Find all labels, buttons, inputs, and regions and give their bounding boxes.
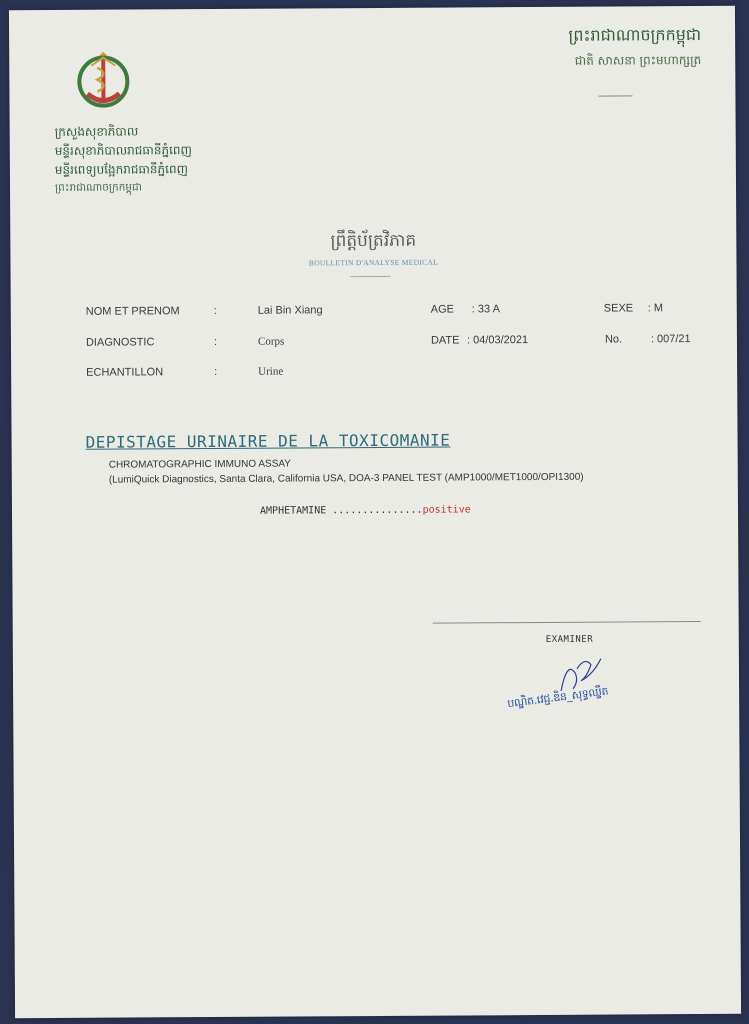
motto-divider — [598, 95, 632, 96]
hospital-name: មន្ទីរពេទ្យបង្អែករាជធានីភ្នំពេញ — [54, 162, 189, 177]
number-separator: : — [650, 333, 655, 346]
date-label: DATE — [430, 334, 460, 347]
signature-line — [433, 621, 701, 624]
age-label: AGE — [430, 303, 455, 316]
result-line — [260, 504, 471, 516]
national-motto: ជាតិ សាសនា ព្រះមហាក្សត្រ — [574, 52, 702, 68]
number-label: No. — [604, 333, 623, 346]
patient-name: Lai Bin Xiang — [257, 304, 323, 317]
test-kit: (LumiQuick Diagnostics, Santa Clara, California USA, DOA-3 PANEL TEST (AMP1000/MET1000/OPI1300) — [108, 471, 584, 486]
name-separator: : — [213, 304, 217, 317]
ministry-emblem-icon — [73, 43, 133, 123]
document-title-khmer: ព្រឹត្តិប័ត្រវិភាគ — [330, 230, 417, 252]
document-page — [9, 6, 741, 1018]
examiner-label: EXAMINER — [545, 634, 594, 645]
result-label: AMPHETAMINE ............... — [259, 504, 423, 517]
title-divider — [351, 276, 391, 277]
department-name: មន្ទីរសុខាភិបាលរាជធានីភ្នំពេញ — [54, 143, 192, 158]
sample-value: Urine — [258, 365, 284, 378]
ministry-subline: ព្រះរាជាណាចក្រកម្ពុជា — [54, 181, 143, 194]
number-value: 007/21 — [656, 333, 691, 346]
sample-label: ECHANTILLON — [86, 366, 164, 379]
document-title-french: BOULLETIN D'ANALYSE MEDICAL — [308, 257, 439, 268]
diagnostic-value: Corps — [257, 335, 285, 348]
diagnostic-separator: : — [213, 335, 218, 348]
ministry-name: ក្រសួងសុខាភិបាល — [54, 124, 139, 139]
result-value: positive — [422, 504, 471, 516]
name-label: NOM ET PRENOM — [85, 305, 180, 318]
kingdom-header: ព្រះរាជាណាចក្រកម្ពុជា — [568, 24, 702, 45]
sex-value: : M — [647, 302, 664, 315]
date-value: : 04/03/2021 — [466, 334, 529, 347]
examiner-name: បណ្ឌិត.វេជ្ជ.ឌិន_សុទ្ធឈ្ឌឹត — [506, 684, 609, 711]
sex-label: SEXE — [603, 302, 634, 315]
test-method: CHROMATOGRAPHIC IMMUNO ASSAY — [108, 458, 291, 471]
age-value: : 33 A — [471, 303, 500, 316]
sample-separator: : — [214, 365, 218, 378]
test-heading: DEPISTAGE URINAIRE DE LA TOXICOMANIE — [85, 430, 451, 452]
diagnostic-label: DIAGNOSTIC — [85, 336, 155, 349]
